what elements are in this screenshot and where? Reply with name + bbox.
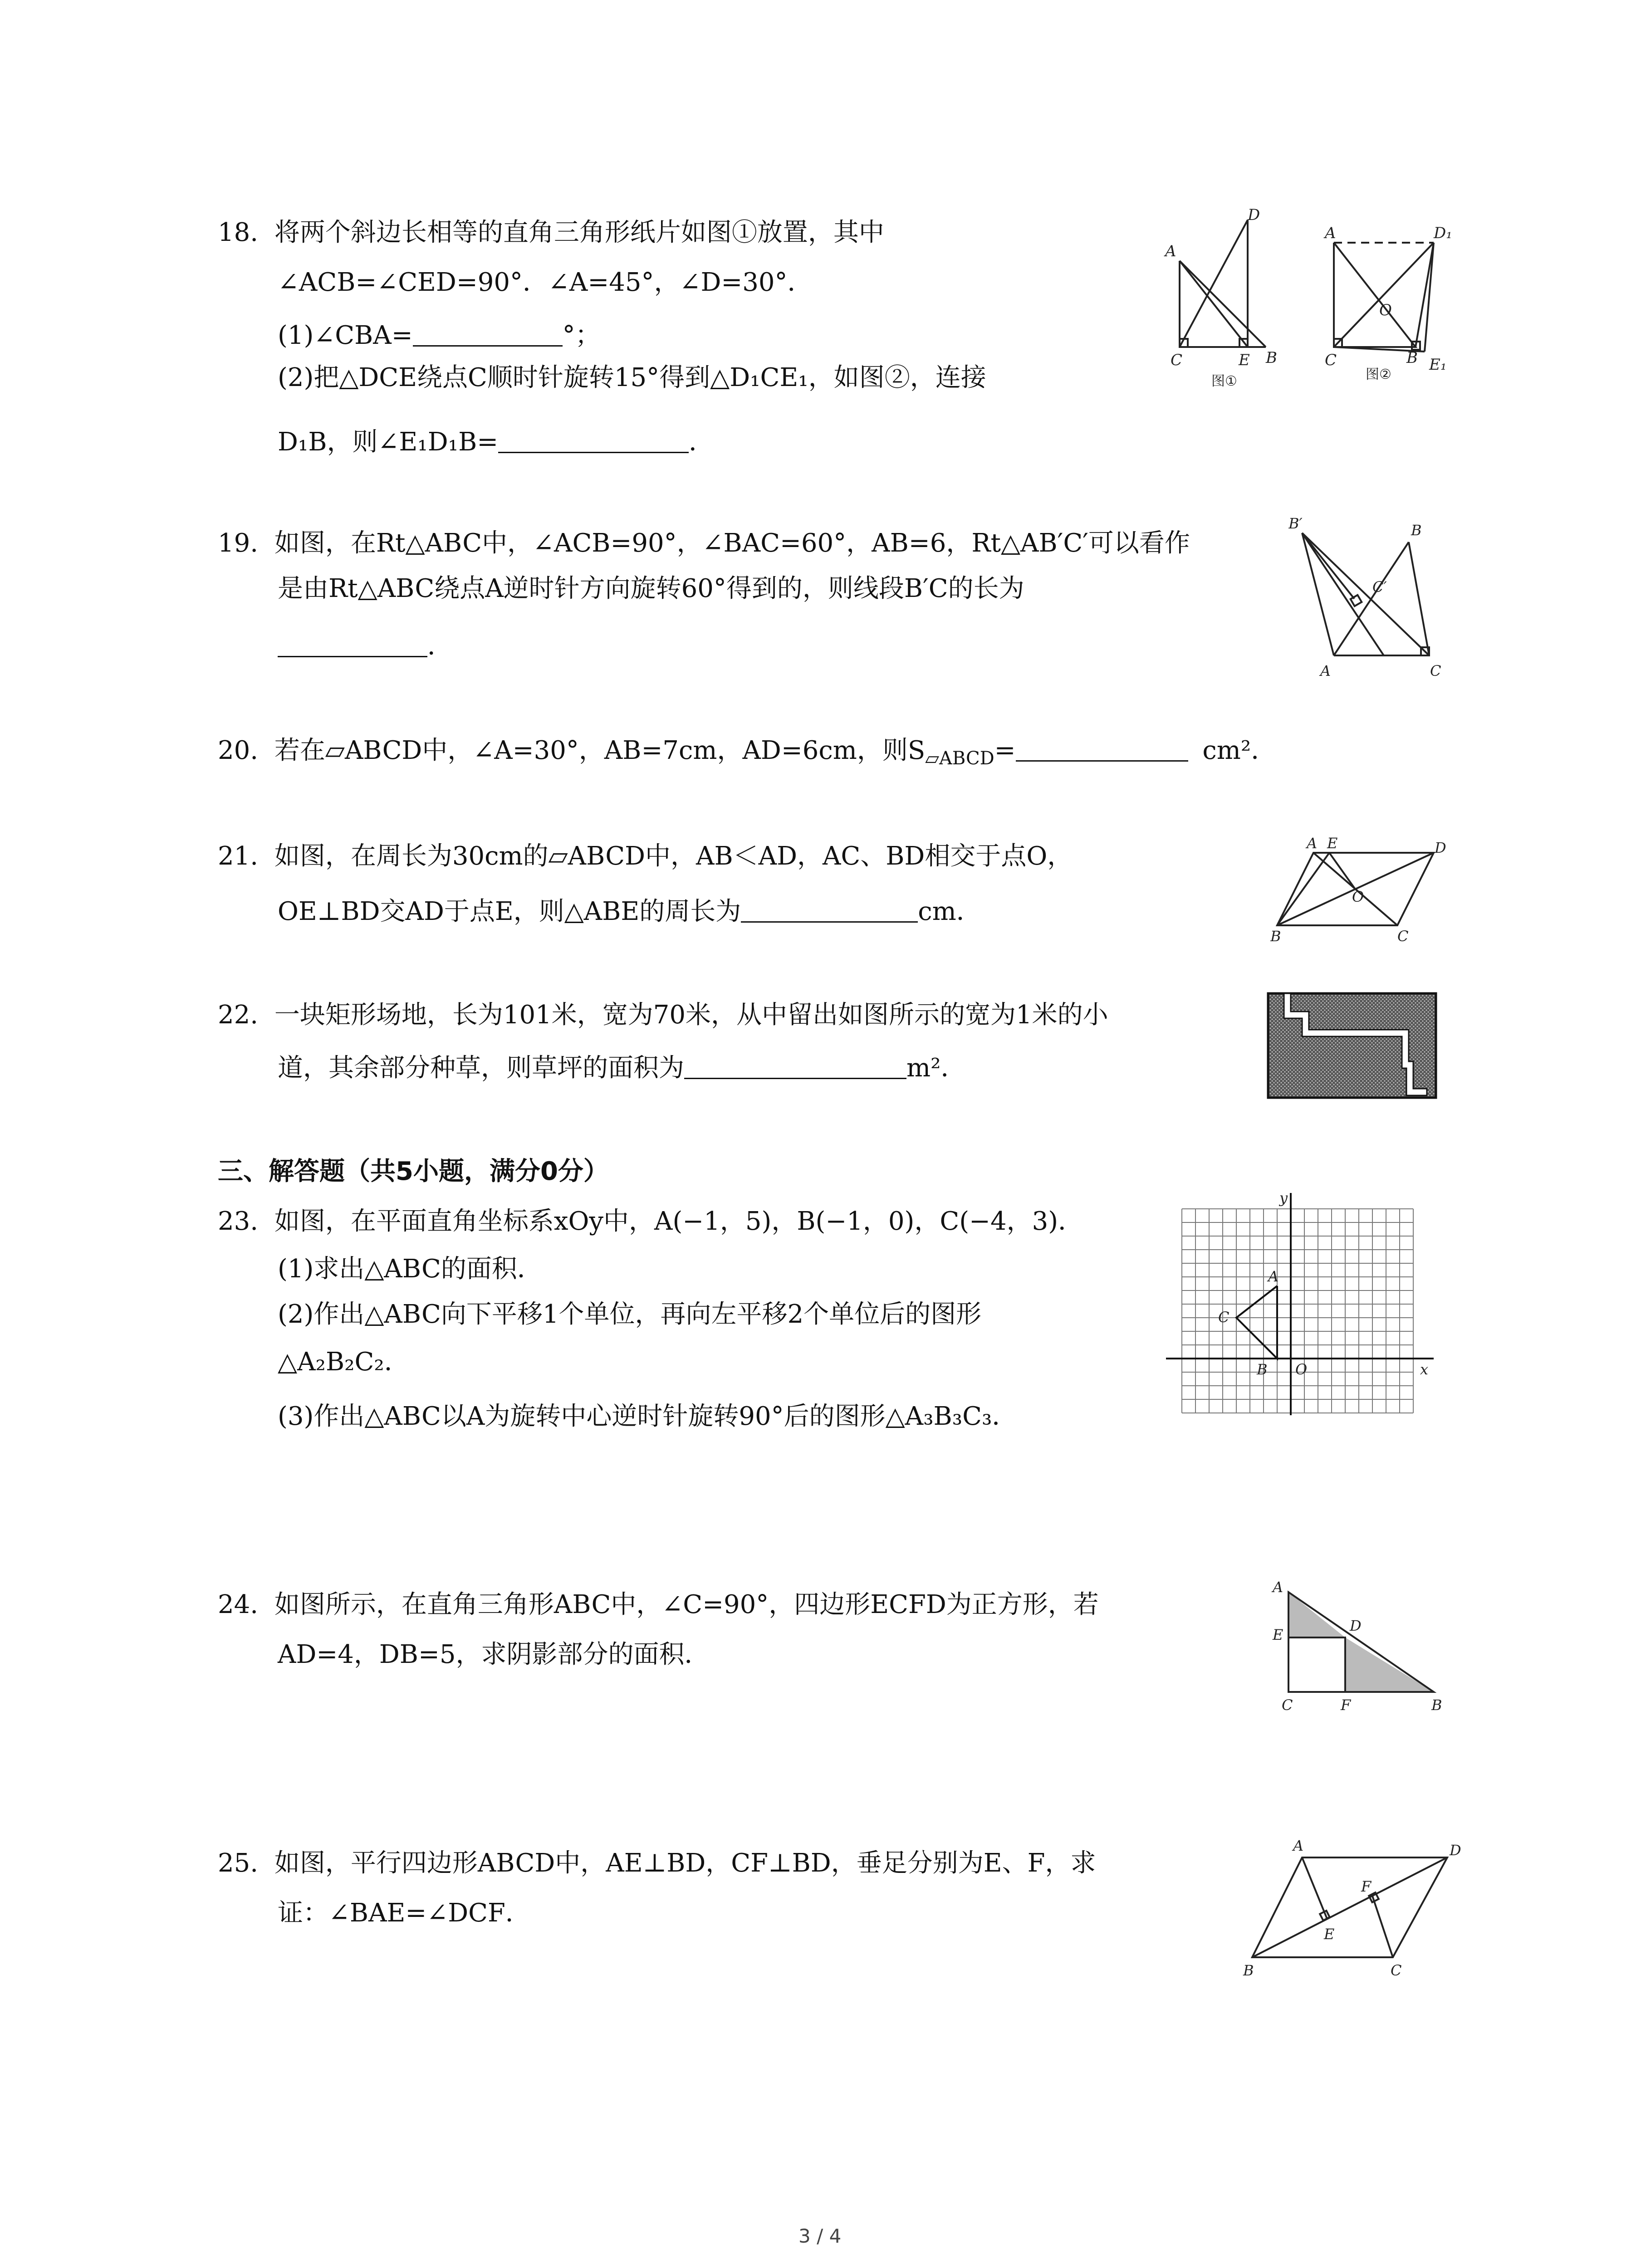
q23-line4: △A₂B₂C₂． (278, 1347, 410, 1377)
q20-number: 20. (218, 736, 259, 765)
q18-line3 (278, 320, 601, 348)
q18-line5 (278, 426, 714, 455)
f18b-label-d1: D₁ (1434, 224, 1452, 242)
f21-label-o: O (1352, 888, 1364, 905)
q24-line2: AD=4，DB=5，求阴影部分的面积． (278, 1640, 710, 1669)
f24-label-a: A (1273, 1579, 1283, 1596)
q22-text-1: 一块矩形场地，长为101米，宽为70米，从中留出如图所示的宽为1米的小 (274, 1000, 1108, 1030)
f24-label-f: F (1341, 1696, 1351, 1714)
f25-label-c: C (1391, 1962, 1402, 1979)
q18-text-1: 将两个斜边长相等的直角三角形纸片如图①放置，其中 (274, 218, 884, 247)
q21-figure-svg (1270, 835, 1461, 943)
q25-figure (1239, 1837, 1465, 1987)
q18-part2-label: D₁B，则∠E₁D₁B= (278, 427, 499, 457)
q23-number: 23. (218, 1207, 259, 1236)
q19-figure (1288, 515, 1452, 683)
q24-figure (1266, 1579, 1447, 1715)
f19-label-c: C (1430, 662, 1441, 679)
q24-text-1: 如图所示，在直角三角形ABC中，∠C=90°，四边形ECFD为正方形，若 (274, 1590, 1099, 1619)
q22-line1 (218, 1002, 1108, 1028)
q23-line5: (3)作出△ABC以A为旋转中心逆时针旋转90°后的图形△A₃B₃C₃． (278, 1402, 1018, 1431)
q21-answer-blank[interactable] (741, 896, 918, 923)
q21-text-1: 如图，在周长为30cm的▱ABCD中，AB＜AD，AC、BD相交于点O， (274, 841, 1073, 871)
q22-unit: m²． (906, 1053, 966, 1083)
f21-label-d: D (1435, 839, 1446, 856)
q22-text-2: 道，其余部分种草，则草坪的面积为 (278, 1053, 684, 1083)
q23-line3: (2)作出△ABC向下平移1个单位，再向左平移2个单位后的图形 (278, 1300, 982, 1329)
f19-label-cprime: C′ (1372, 578, 1387, 596)
q18-figure (1161, 206, 1461, 397)
f18a-label-d: D (1248, 206, 1260, 224)
q21-line2 (278, 896, 982, 924)
f25-label-f: F (1361, 1878, 1372, 1895)
q20-answer-blank[interactable] (1016, 735, 1188, 762)
f18b-label-o: O (1379, 301, 1392, 319)
q25-number: 25. (218, 1848, 259, 1878)
q19-number: 19. (218, 528, 259, 558)
page-number: 3 / 4 (798, 2225, 842, 2247)
f21-label-c: C (1397, 928, 1409, 943)
q18-part1-suffix: °； (562, 321, 601, 350)
f24-label-c: C (1282, 1696, 1293, 1714)
q22-figure-svg (1266, 991, 1438, 1100)
q23-line1 (218, 1209, 1083, 1234)
f18b-label-a: A (1325, 224, 1336, 242)
q21-number: 21. (218, 841, 259, 871)
q18-line4: (2)把△DCE绕点C顺时针旋转15°得到△D₁CE₁，如图②，连接 (278, 363, 986, 392)
q19-line1 (218, 528, 1190, 558)
f23-label-o: O (1295, 1361, 1308, 1378)
q19-answer-blank[interactable] (278, 631, 427, 657)
q23-line2: (1)求出△ABC的面积． (278, 1254, 543, 1284)
q22-answer-blank[interactable] (684, 1052, 906, 1079)
q19-line2: 是由Rt△ABC绕点A逆时针方向旋转60°得到的，则线段B′C的长为 (278, 574, 1024, 603)
q18-part1-label: (1)∠CBA= (278, 321, 413, 350)
q21-figure (1270, 835, 1461, 943)
f23-label-y: y (1279, 1193, 1288, 1207)
q24-number: 24. (218, 1590, 259, 1619)
q18-number: 18. (218, 218, 259, 247)
q22-line2 (278, 1052, 966, 1081)
f18-caption-1: 图① (1211, 373, 1237, 389)
q20-subscript: ▱ABCD (925, 748, 994, 769)
q23-figure (1166, 1193, 1438, 1424)
q22-number: 22. (218, 1000, 259, 1030)
f18-caption-2: 图② (1366, 367, 1391, 382)
section3-title: 三、解答题（共5小题，满分0分） (218, 1157, 609, 1186)
q19-text-1: 如图，在Rt△ABC中，∠ACB=90°，∠BAC=60°，AB=6，Rt△AB′C′可以看作 (274, 528, 1190, 558)
f18b-label-c: C (1325, 351, 1337, 369)
f19-label-bprime: B′ (1288, 515, 1303, 532)
q22-figure (1266, 991, 1438, 1100)
f24-label-e: E (1273, 1626, 1283, 1643)
q24-line1 (218, 1592, 1099, 1618)
f24-label-b: B (1431, 1696, 1442, 1714)
f23-label-x: x (1420, 1361, 1429, 1378)
f23-label-b: B (1257, 1361, 1268, 1378)
q21-line1 (218, 841, 1073, 871)
f18a-label-b: B (1266, 349, 1277, 367)
q18-part2-suffix: ． (689, 427, 715, 457)
f25-label-e: E (1324, 1926, 1335, 1943)
q18-line2: ∠ACB=∠CED=90°．∠A=45°，∠D=30°． (278, 268, 813, 297)
q19-suffix: ． (427, 631, 453, 661)
q25-figure-svg (1239, 1837, 1465, 1987)
f18a-label-a: A (1165, 242, 1176, 260)
q18-line1 (218, 220, 884, 245)
f21-label-b: B (1270, 928, 1281, 943)
q20-line1 (218, 735, 1276, 767)
q20-text-pre: 若在▱ABCD中，∠A=30°，AB=7cm，AD=6cm，则S (274, 736, 926, 765)
f21-label-e: E (1327, 835, 1338, 852)
q24-figure-svg (1266, 1579, 1447, 1715)
q18-figure-svg (1161, 206, 1461, 397)
q20-unit: cm²． (1202, 736, 1277, 765)
f25-label-a: A (1293, 1837, 1304, 1854)
f18a-label-e: E (1239, 351, 1250, 369)
f18b-label-e1: E₁ (1429, 356, 1447, 374)
q20-equals: = (994, 736, 1016, 765)
q23-text-1: 如图，在平面直角坐标系xOy中，A(−1，5)，B(−1，0)，C(−4，3)． (274, 1207, 1084, 1236)
q23-grid-svg (1166, 1193, 1438, 1424)
f19-label-a: A (1320, 662, 1331, 679)
q25-text-1: 如图，平行四边形ABCD中，AE⊥BD，CF⊥BD，垂足分别为E、F，求 (274, 1848, 1096, 1878)
f18b-label-b: B (1406, 349, 1418, 367)
f23-label-c: C (1218, 1309, 1230, 1326)
f21-label-a: A (1307, 835, 1318, 852)
q18-answer-blank-1[interactable] (413, 320, 563, 347)
f25-label-d: D (1450, 1842, 1461, 1859)
q25-line1 (218, 1848, 1096, 1878)
q25-line2: 证：∠BAE=∠DCF． (278, 1898, 531, 1928)
q19-figure-svg (1288, 515, 1452, 683)
f25-label-b: B (1243, 1962, 1254, 1979)
q21-text-2: OE⊥BD交AD于点E，则△ABE的周长为 (278, 897, 741, 926)
f24-label-d: D (1350, 1617, 1362, 1634)
q21-unit: cm． (918, 897, 982, 926)
f19-label-b: B (1411, 522, 1422, 539)
f23-label-a: A (1268, 1268, 1279, 1285)
q18-answer-blank-2[interactable] (498, 426, 689, 453)
f18a-label-c: C (1171, 351, 1183, 369)
q19-line3 (278, 631, 453, 659)
